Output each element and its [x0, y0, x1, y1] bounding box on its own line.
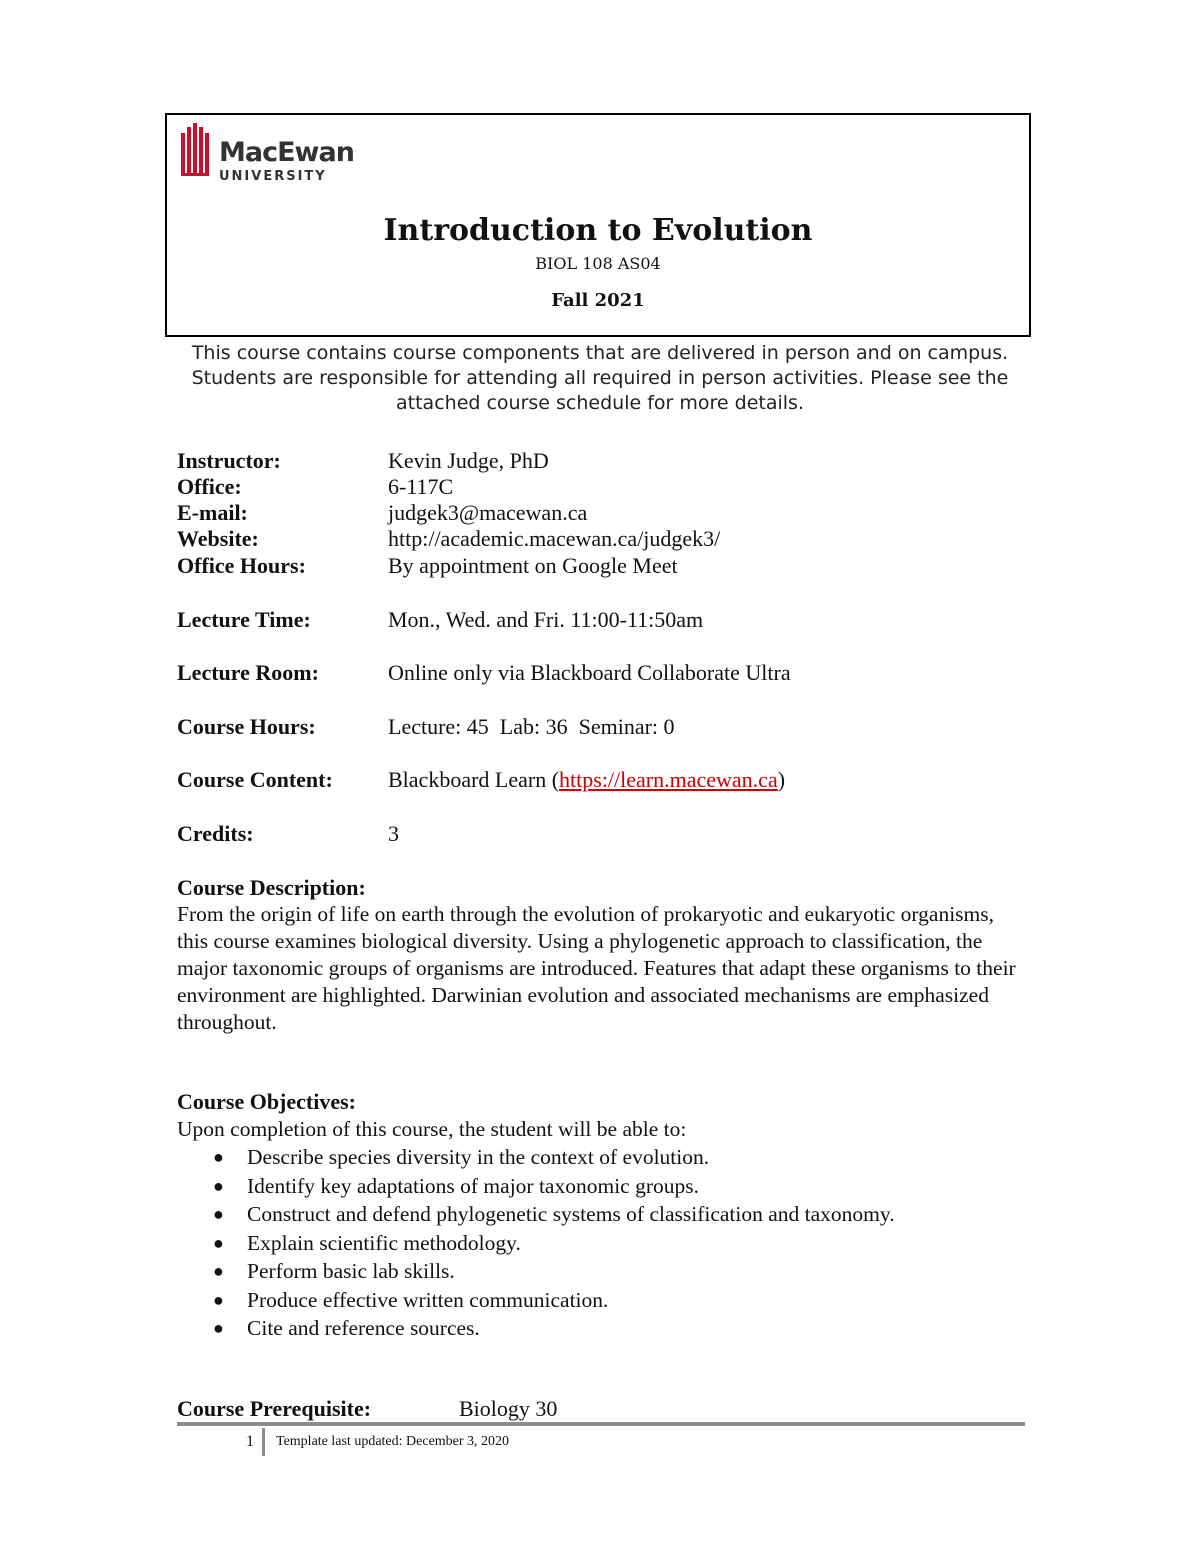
website-label: Website:: [177, 526, 259, 551]
logo-subtitle: UNIVERSITY: [219, 169, 327, 184]
objectives-heading: Course Objectives:: [177, 1089, 357, 1114]
bullet-icon: ●: [213, 1289, 224, 1310]
course-content-label: Course Content:: [177, 767, 333, 792]
lecture-time-label: Lecture Time:: [177, 607, 311, 632]
list-item: [177, 1257, 1017, 1286]
objective-text: Construct and defend phylogenetic systems of classification and taxonomy.: [247, 1202, 895, 1226]
bullet-icon: ●: [213, 1318, 224, 1338]
website-value[interactable]: http://academic.macewan.ca/judgek3/: [388, 526, 721, 551]
lecture-room-label: Lecture Room:: [177, 660, 319, 685]
macewan-logo[interactable]: [181, 123, 371, 187]
course-content-value: [388, 767, 785, 793]
list-item: [177, 1143, 1017, 1172]
objective-text: Produce effective written communication.: [247, 1287, 609, 1312]
bullet-icon: ●: [213, 1175, 224, 1196]
list-item: [177, 1314, 1017, 1343]
prerequisite-label: Course Prerequisite:: [177, 1396, 372, 1421]
list-item: [177, 1229, 1017, 1258]
lecture-time-value: Mon., Wed. and Fri. 11:00-11:50am: [388, 607, 704, 632]
blackboard-link[interactable]: https://learn.macewan.ca: [559, 767, 778, 792]
logo-wordmark: MacEwan: [219, 137, 354, 168]
list-item: [177, 1172, 1017, 1201]
bullet-icon: ●: [213, 1232, 224, 1253]
objective-text: Explain scientific methodology.: [247, 1230, 521, 1255]
course-content-prefix: Blackboard Learn (: [388, 767, 560, 792]
objective-text: Cite and reference sources.: [247, 1316, 480, 1340]
instructor-label: Instructor:: [177, 448, 281, 473]
objectives-intro: Upon completion of this course, the student will be able to:: [177, 1117, 687, 1141]
bullet-icon: ●: [213, 1147, 224, 1167]
course-content-suffix: ): [777, 767, 786, 792]
bullet-icon: ●: [213, 1204, 224, 1224]
logo-bars-icon: [181, 123, 215, 179]
course-title: Introduction to Evolution: [383, 213, 813, 248]
list-item: [177, 1200, 1017, 1229]
email-value[interactable]: judgek3@macewan.ca: [388, 500, 588, 525]
objective-text: Perform basic lab skills.: [247, 1259, 455, 1283]
objective-text: Describe species diversity in the context of evolution.: [247, 1145, 710, 1169]
instructor-value: Kevin Judge, PhD: [388, 448, 549, 473]
office-value: 6-117C: [388, 474, 454, 499]
objectives-list: [177, 1143, 1017, 1343]
office-hours-value: By appointment on Google Meet: [388, 553, 678, 578]
list-item: [177, 1286, 1017, 1315]
footer-divider: [262, 1428, 265, 1456]
email-label: E-mail:: [177, 500, 248, 525]
office-hours-label: Office Hours:: [177, 553, 306, 578]
term: Fall 2021: [551, 290, 645, 311]
bullet-icon: ●: [213, 1261, 224, 1281]
course-hours-value: Lecture: 45 Lab: 36 Seminar: 0: [388, 714, 675, 739]
course-hours-label: Course Hours:: [177, 714, 316, 739]
prerequisite-value: Biology 30: [459, 1396, 558, 1421]
title-block: [165, 113, 1031, 337]
page-number: 1: [246, 1433, 254, 1450]
template-note: Template last updated: December 3, 2020: [276, 1434, 510, 1449]
description-text: From the origin of life on earth through the evolution of prokaryotic and eukaryotic organisms, this course examines biological diversity. Using a phylogenetic approach to classification, the major taxonomic groups of organisms are introduced. Features that adapt these organisms to their environment are highlighted. Darwinian evolution and associated mechanisms are emphasized throughout.: [177, 902, 1016, 1034]
credits-label: Credits:: [177, 821, 254, 846]
footer-rule: [177, 1422, 1025, 1426]
delivery-notice: This course contains course components that are delivered in person and on campus. Students are responsible for attending all required in person activities. Please see the attached course schedule for more details.: [191, 342, 1009, 414]
description-heading: Course Description:: [177, 875, 366, 900]
course-code: BIOL 108 AS04: [535, 254, 661, 273]
lecture-room-value: Online only via Blackboard Collaborate Ultra: [388, 660, 791, 685]
office-label: Office:: [177, 474, 242, 499]
credits-value: 3: [388, 821, 399, 846]
objective-text: Identify key adaptations of major taxonomic groups.: [247, 1173, 699, 1198]
